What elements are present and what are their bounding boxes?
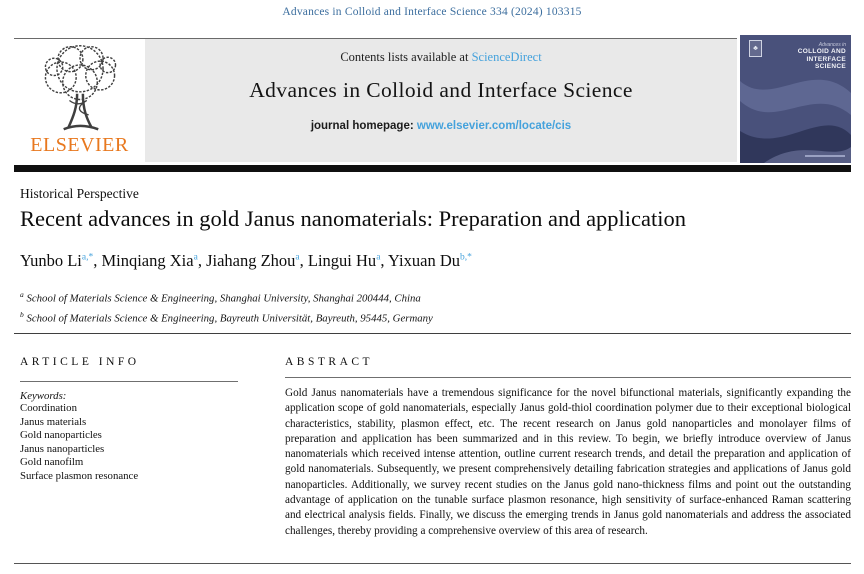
article-info-section — [20, 356, 238, 484]
article-info-rule — [20, 381, 238, 382]
author-affiliation-sup: a,* — [81, 252, 94, 263]
affiliation-sup: b — [20, 309, 24, 319]
author — [388, 251, 472, 270]
author — [206, 251, 308, 270]
homepage-url-link[interactable]: www.elsevier.com/locate/cis — [416, 120, 572, 132]
cover-title-block — [798, 42, 846, 71]
article-title: Recent advances in gold Janus nanomaterials: Preparation and application — [20, 206, 687, 231]
author-name: Lingui Hu — [307, 251, 377, 270]
journal-masthead — [145, 39, 737, 162]
affiliation-text: School of Materials Science & Engineering, Shanghai University, Shanghai 200444, China — [26, 292, 421, 305]
keyword-item: Surface plasmon resonance — [20, 469, 139, 482]
affiliation-sup: a — [20, 290, 24, 299]
affiliation-line — [20, 307, 433, 327]
cover-series-label: Advances in — [818, 42, 846, 48]
cover-title-line: SCIENCE — [815, 63, 846, 70]
keyword-item: Janus nanoparticles — [20, 442, 105, 455]
journal-title: Advances in Colloid and Interface Science — [249, 78, 633, 102]
affiliations — [20, 287, 433, 326]
homepage-line — [145, 120, 737, 132]
header-body-divider — [14, 333, 851, 334]
sciencedirect-link[interactable]: ScienceDirect — [471, 50, 542, 64]
section-divider-bar — [14, 165, 851, 172]
article-type-label: Historical Perspective — [20, 186, 139, 201]
cover-footer-decoration — [805, 155, 845, 157]
keyword-item: Gold nanoparticles — [20, 429, 102, 442]
abstract-section — [285, 356, 851, 539]
author-separator: , — [380, 251, 389, 270]
elsevier-wordmark: ELSEVIER — [30, 134, 129, 156]
author-name: Minqiang Xia — [101, 251, 194, 270]
author-affiliation-sup: a — [295, 252, 300, 263]
cover-title-line: INTERFACE — [806, 55, 846, 63]
elsevier-logo — [14, 40, 145, 162]
keyword-item: Coordination — [20, 402, 77, 414]
cover-title-line: COLLOID AND — [797, 48, 846, 55]
author-line — [20, 251, 472, 271]
author-separator: , — [197, 251, 207, 270]
author — [308, 251, 388, 270]
journal-citation: Advances in Colloid and Interface Science 334 (2024) 103315 — [282, 6, 582, 18]
homepage-label: journal homepage: — [310, 120, 414, 132]
contents-prefix: Contents lists available at — [340, 50, 469, 64]
author-affiliation-sup: a — [376, 252, 381, 263]
keywords-label: Keywords: — [20, 390, 67, 402]
elsevier-tree-icon — [26, 40, 134, 136]
keyword-item: Janus materials — [20, 415, 87, 428]
abstract-text: Gold Janus nanomaterials have a tremendous significance for the novel bifunctional materials, significantly expanding the application scope of gold nanomaterials, especially Janus gold-thiol coordination polymer due to their exceptional biological characteristics, stability, plasmon effect, etc. The recent research on Janus gold nanoparticles and monolayer films of preparation and application has been summarized and in this review. To begin, we briefly introduce overview of Janus nanomaterials which received intense attention, outline current research trends, and detail the preparation and application of gold nanomaterials. Subsequently, we present comprehensively detailing fabrication strategies and applications of Janus gold nanoparticles. Additionally, we survey recent studies on the Janus gold nano-thickness films and point out the outstanding advantage of application on the tunable surface plasmon resonance, high sensitivity of surface-enhanced Raman scattering and electrical analysis fields. Finally, we discuss the emerging trends in Janus gold nanomaterials and address the associated challenges, thereby providing a comprehensive overview of this area of research. — [285, 387, 851, 537]
bottom-divider — [14, 563, 851, 564]
author-name: Yixuan Du — [388, 251, 461, 270]
journal-cover-thumbnail — [740, 35, 851, 163]
abstract-rule — [285, 377, 851, 378]
author-affiliation-sup: a — [193, 252, 198, 263]
author-affiliation-sup: b,* — [460, 252, 472, 263]
contents-line — [145, 50, 737, 65]
article-info-heading: ARTICLE INFO — [20, 356, 140, 368]
author-name: Jiahang Zhou — [206, 251, 296, 270]
keyword-item: Gold nanofilm — [20, 456, 84, 469]
cover-crest-icon: ♣ — [749, 40, 762, 57]
abstract-heading: ABSTRACT — [285, 356, 374, 368]
author — [20, 251, 101, 270]
affiliation-text: School of Materials Science & Engineering, Bayreuth Universität, Bayreuth, 95445, Germany — [26, 312, 433, 325]
author — [101, 251, 206, 270]
affiliation-line — [20, 287, 433, 307]
author-name: Yunbo Li — [20, 251, 82, 270]
author-separator: , — [93, 251, 102, 270]
author-separator: , — [299, 251, 308, 270]
